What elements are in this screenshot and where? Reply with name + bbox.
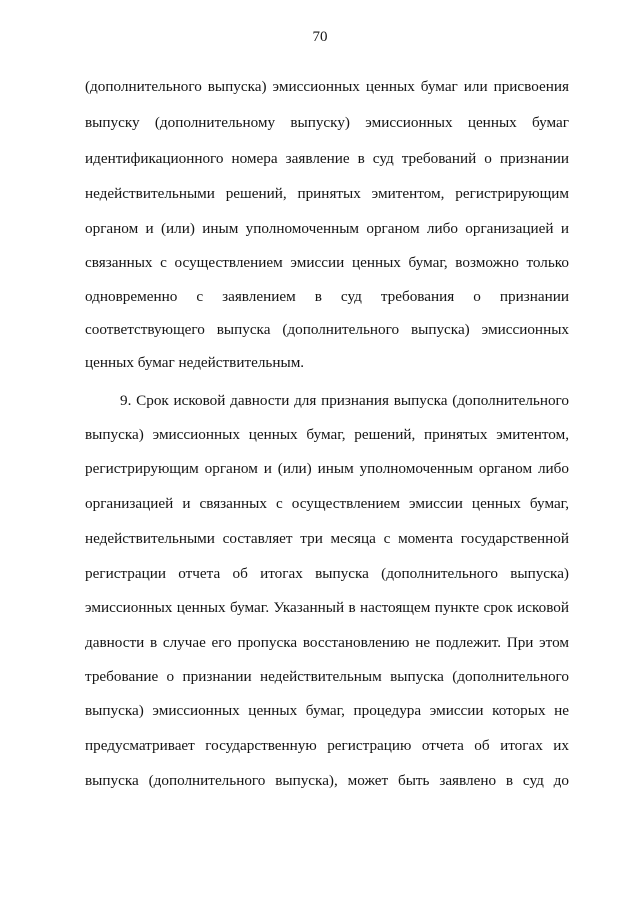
text-line: выпуска) эмиссионных ценных бумаг, решений, принятых эмитентом, (85, 426, 569, 443)
text-line: давности в случае его пропуска восстановлению не подлежит. При этом (85, 634, 569, 651)
text-line: органом и (или) иным уполномоченным органом либо организацией и (85, 220, 569, 237)
text-line: регистрирующим органом и (или) иным уполномоченным органом либо (85, 460, 569, 477)
text-line: одновременно с заявлением в суд требования о признании (85, 288, 569, 305)
text-line: недействительными составляет три месяца с момента государственной (85, 530, 569, 547)
text-line: соответствующего выпуска (дополнительного выпуска) эмиссионных (85, 321, 569, 338)
text-line: регистрации отчета об итогах выпуска (дополнительного выпуска) (85, 565, 569, 582)
text-line: выпуска) эмиссионных ценных бумаг, процедура эмиссии которых не (85, 702, 569, 719)
text-line: выпуска (дополнительного выпуска), может быть заявлено в суд до (85, 772, 569, 789)
text-line: идентификационного номера заявление в суд требований о признании (85, 150, 569, 167)
text-line: связанных с осуществлением эмиссии ценных бумаг, возможно только (85, 254, 569, 271)
text-line: эмиссионных ценных бумаг. Указанный в настоящем пункте срок исковой (85, 599, 569, 616)
text-line: (дополнительного выпуска) эмиссионных ценных бумаг или присвоения (85, 78, 569, 95)
page-number: 70 (312, 29, 328, 45)
text-line: выпуску (дополнительному выпуску) эмиссионных ценных бумаг (85, 114, 569, 131)
text-line: 9. Срок исковой давности для признания выпуска (дополнительного (120, 392, 569, 409)
text-line: предусматривает государственную регистрацию отчета об итогах их (85, 737, 569, 754)
text-line: недействительными решений, принятых эмитентом, регистрирующим (85, 185, 569, 202)
text-line: организацией и связанных с осуществлением эмиссии ценных бумаг, (85, 495, 569, 512)
text-line: ценных бумаг недействительным. (85, 354, 305, 371)
text-line: требование о признании недействительным выпуска (дополнительного (85, 668, 569, 685)
